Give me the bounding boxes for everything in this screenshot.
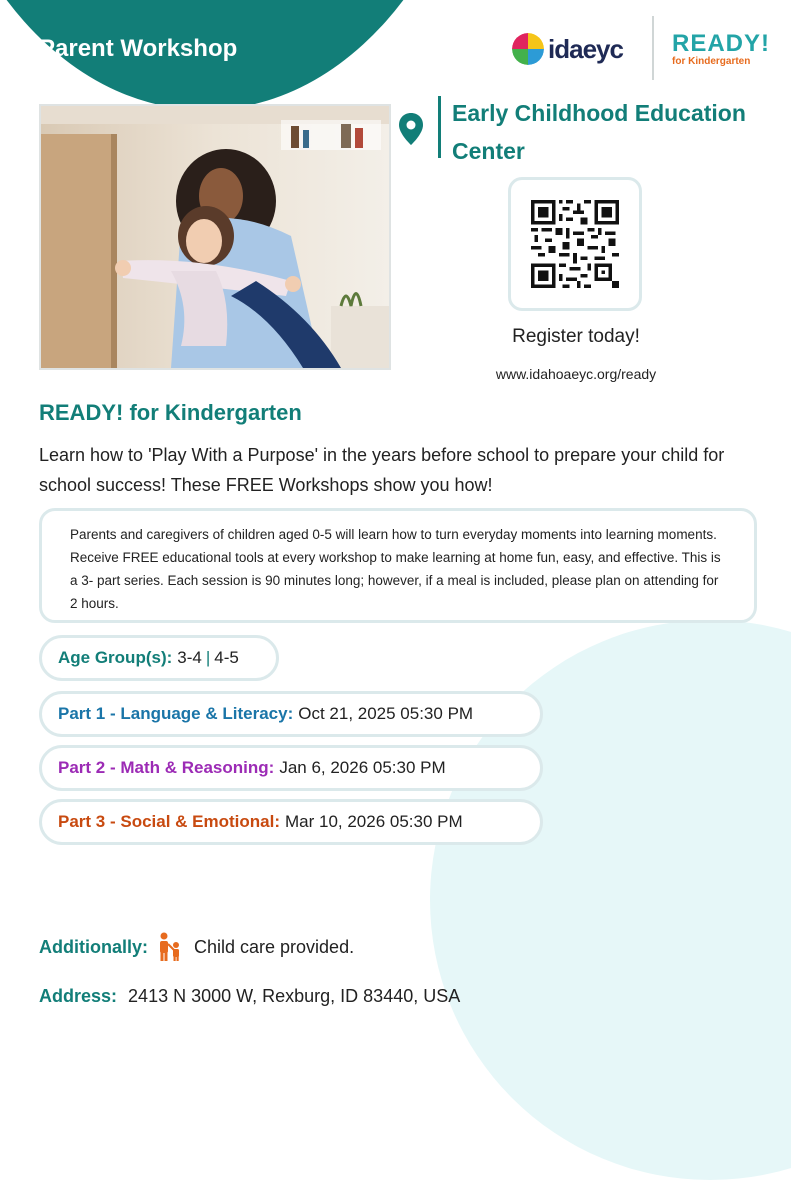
idaeyc-mark-icon <box>512 33 544 65</box>
session-date: Mar 10, 2026 05:30 PM <box>285 812 463 831</box>
address <box>39 986 460 1007</box>
program-title: READY! for Kindergarten <box>39 400 302 425</box>
additional-label: Additionally: <box>39 936 148 957</box>
logo-divider <box>652 16 654 80</box>
address-text: 2413 N 3000 W, Rexburg, ID 83440, USA <box>128 986 461 1006</box>
age-group-item: 3-4 <box>177 648 202 667</box>
qr-code-icon <box>531 200 619 288</box>
ready-logo <box>672 30 770 67</box>
location-accent-bar <box>438 96 441 158</box>
ready-subtitle: for Kindergarten <box>672 56 751 67</box>
program-intro: Learn how to 'Play With a Purpose' in the years before school to prepare your child for school success! These FREE Workshops show you how! <box>39 445 725 495</box>
location-name: Early Childhood Education Center <box>452 100 746 164</box>
session-label: Part 3 - Social & Emotional: <box>58 812 280 831</box>
age-group-item: 4-5 <box>214 648 239 667</box>
partner-logos <box>512 16 772 80</box>
qr-code[interactable] <box>508 177 642 311</box>
family-photo-illustration <box>41 106 389 368</box>
additional-info <box>39 932 354 962</box>
idaeyc-wordmark: idaeyc <box>548 33 623 64</box>
address-label: Address: <box>39 986 118 1006</box>
session-part-2 <box>39 745 543 791</box>
hero-photo <box>39 104 391 370</box>
registration-url[interactable]: www.idahoaeyc.org/ready <box>495 366 657 382</box>
location-pin-icon <box>398 112 424 146</box>
register-cta: Register today! <box>512 326 640 347</box>
session-label: Part 2 - Math & Reasoning: <box>58 758 275 777</box>
ready-wordmark: READY! <box>672 30 771 57</box>
idaeyc-logo <box>512 32 623 66</box>
child-care-icon <box>156 932 184 962</box>
session-label: Part 1 - Language & Literacy: <box>58 704 294 723</box>
program-description: Parents and caregivers of children aged 0-5 will learn how to turn everyday moments into learning moments. Receive FREE educational tools at every workshop to make learning at home fun, easy, and effective. This is a 3- part series. Each session is 90 minutes long; however, if a meal is included, please plan on attending for 2 hours. <box>39 508 757 623</box>
additional-text: Child care provided. <box>194 936 355 957</box>
age-groups-label: Age Group(s): <box>58 648 173 667</box>
session-date: Jan 6, 2026 05:30 PM <box>279 758 446 777</box>
session-date: Oct 21, 2025 05:30 PM <box>298 704 474 723</box>
session-part-3 <box>39 799 543 845</box>
session-part-1 <box>39 691 543 737</box>
age-groups-pill <box>39 635 279 681</box>
age-group-separator: | <box>205 648 211 667</box>
page-title: Parent Workshop <box>39 35 238 62</box>
